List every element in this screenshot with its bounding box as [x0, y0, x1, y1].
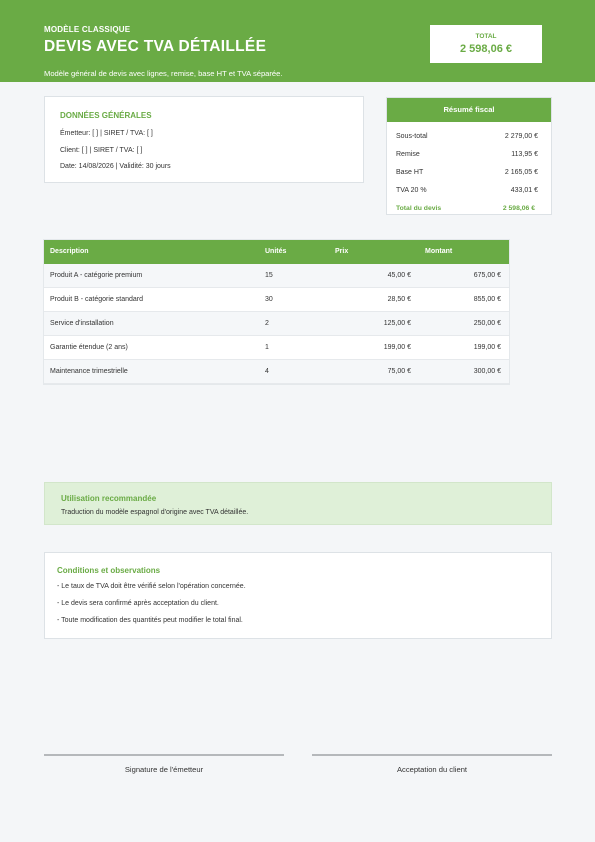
- fiscal-row: [396, 169, 538, 179]
- cell-amount: 675,00 €: [473, 272, 501, 279]
- cell-description: Maintenance trimestrielle: [50, 368, 128, 375]
- general-data-card: [44, 96, 364, 183]
- cell-amount: 250,00 €: [473, 320, 501, 327]
- cell-price: 45,00 €: [387, 272, 411, 279]
- fiscal-total-value: 2 598,06 €: [502, 205, 535, 212]
- client-signature-label: Acceptation du client: [396, 765, 468, 774]
- client-line: Client: [ ] | SIRET / TVA: [ ]: [60, 147, 143, 154]
- cell-description: Produit B - catégorie standard: [50, 296, 143, 303]
- fiscal-row-label: TVA 20 %: [396, 187, 427, 194]
- fiscal-total-label: Total du devis: [396, 205, 442, 212]
- table-row: [44, 288, 509, 312]
- condition-item: - Toute modification des quantités peut modifier le total final.: [57, 617, 243, 624]
- total-box: [430, 25, 542, 63]
- fiscal-row-label: Sous-total: [396, 133, 428, 140]
- total-value: 2 598,06 €: [460, 43, 512, 55]
- cell-units: 2: [265, 320, 269, 327]
- cell-description: Service d'installation: [50, 320, 114, 327]
- fiscal-row-value: 113,95 €: [511, 151, 538, 158]
- cell-units: 30: [265, 296, 273, 303]
- items-table: [44, 240, 509, 384]
- cell-price: 125,00 €: [383, 320, 411, 327]
- usage-text: Traduction du modèle espagnol d'origine avec TVA détaillée.: [61, 509, 249, 516]
- client-signature-line: [312, 754, 552, 756]
- condition-item: - Le taux de TVA doit être vérifié selon l'opération concernée.: [57, 583, 246, 590]
- date-line: Date: 14/08/2026 | Validité: 30 jours: [60, 163, 171, 170]
- fiscal-total-row: [396, 205, 538, 215]
- fiscal-row-label: Base HT: [396, 169, 424, 176]
- col-header-price: Prix: [335, 248, 349, 255]
- page-title: DEVIS AVEC TVA DÉTAILLÉE: [44, 38, 267, 55]
- page-subtitle: Modèle général de devis avec lignes, remise, base HT et TVA séparée.: [44, 69, 283, 78]
- cell-units: 4: [265, 368, 269, 375]
- condition-item: - Le devis sera confirmé après acceptation du client.: [57, 600, 219, 607]
- fiscal-summary-card: [386, 97, 552, 215]
- fiscal-row: [396, 151, 538, 161]
- col-header-amount: Montant: [425, 248, 453, 255]
- issuer-line: Émetteur: [ ] | SIRET / TVA: [ ]: [60, 130, 153, 137]
- fiscal-row-value: 433,01 €: [510, 187, 538, 194]
- fiscal-row-label: Remise: [396, 151, 420, 158]
- total-label: TOTAL: [475, 33, 497, 40]
- table-row: [44, 336, 509, 360]
- table-row: [44, 264, 509, 288]
- issuer-signature-line: [44, 754, 284, 756]
- fiscal-row: [396, 187, 538, 197]
- fiscal-row-value: 2 165,05 €: [504, 169, 538, 176]
- template-kicker: MODÈLE CLASSIQUE: [44, 25, 131, 34]
- general-data-title: DONNÉES GÉNÉRALES: [60, 111, 152, 120]
- fiscal-summary-title: Résumé fiscal: [387, 98, 551, 122]
- cell-price: 28,50 €: [387, 296, 411, 303]
- col-header-units: Unités: [265, 248, 287, 255]
- conditions-card: [44, 552, 552, 639]
- usage-title: Utilisation recommandée: [61, 494, 157, 503]
- cell-price: 199,00 €: [383, 344, 411, 351]
- cell-amount: 199,00 €: [473, 344, 501, 351]
- cell-units: 15: [265, 272, 273, 279]
- col-header-description: Description: [50, 248, 89, 255]
- cell-description: Garantie étendue (2 ans): [50, 344, 128, 351]
- issuer-signature-label: Signature de l'émetteur: [124, 765, 204, 774]
- items-table-header: [44, 240, 509, 264]
- cell-price: 75,00 €: [387, 368, 411, 375]
- header-band: [0, 0, 595, 82]
- table-row: [44, 360, 509, 384]
- table-row: [44, 312, 509, 336]
- cell-description: Produit A - catégorie premium: [50, 272, 143, 279]
- conditions-title: Conditions et observations: [57, 566, 161, 575]
- fiscal-row: [396, 133, 538, 143]
- cell-amount: 300,00 €: [473, 368, 501, 375]
- usage-note: [44, 482, 552, 525]
- fiscal-row-value: 2 279,00 €: [504, 133, 538, 140]
- cell-amount: 855,00 €: [473, 296, 501, 303]
- cell-units: 1: [265, 344, 269, 351]
